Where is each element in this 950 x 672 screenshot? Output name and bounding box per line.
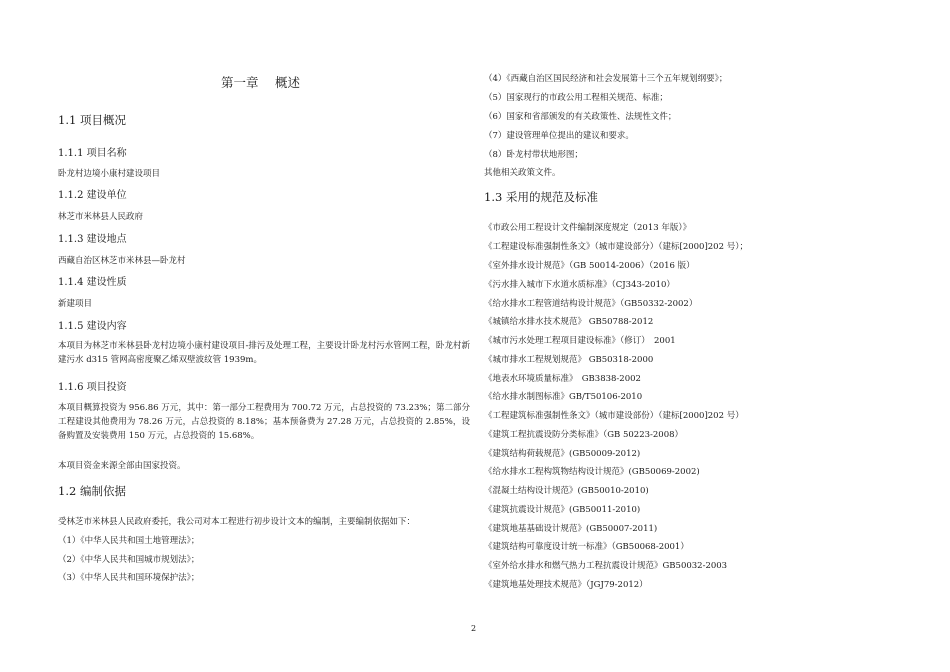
- project-name-text: 卧龙村边境小康村建设项目: [58, 169, 161, 179]
- standard-item: 《给水排水制图标准》GB/T50106-2010: [484, 392, 643, 402]
- standard-item: 《工程建筑标准强制性条文》（城市建设部份）（建标[2000]202 号）: [484, 411, 744, 421]
- subsection-heading-1-1-2: 1.1.2 建设单位: [58, 190, 127, 201]
- section-heading-1-1: 1.1 项目概况: [58, 113, 126, 127]
- basis-item: （2）《中华人民共和国城市规划法》；: [58, 555, 200, 565]
- standard-item: 《城市污水处理工程项目建设标准》（修订） 2001: [484, 336, 676, 346]
- subsection-heading-1-1-6: 1.1.6 项目投资: [58, 382, 127, 393]
- section-heading-1-2: 1.2 编制依据: [58, 484, 126, 498]
- standard-item: 《地表水环境质量标准》 GB3838-2002: [484, 374, 641, 384]
- basis-item: （5）国家现行的市政公用工程相关规范、标准；: [484, 93, 668, 103]
- nature-text: 新建项目: [58, 299, 93, 309]
- basis-item: （8）卧龙村带状地形图；: [484, 150, 583, 160]
- standard-item: 《给水排水工程构筑物结构设计规范》(GB50069-2002): [484, 467, 700, 477]
- standard-item: 《建筑工程抗震设防分类标准》（GB 50223-2008）: [484, 430, 684, 440]
- basis-item: （1）《中华人民共和国土地管理法》；: [58, 536, 200, 546]
- basis-item: （6）国家和省部颁发的有关政策性、法规性文件；: [484, 112, 677, 122]
- location-text: 西藏自治区林芝市米林县—卧龙村: [58, 256, 186, 266]
- standard-item: 《混凝土结构设计规范》(GB50010-2010): [484, 486, 649, 496]
- basis-item: （7）建设管理单位提出的建议和要求。: [484, 131, 634, 141]
- standard-item: 《污水排入城市下水道水质标准》（CJ343-2010）: [484, 280, 675, 290]
- investment-paragraph: 本项目概算投资为 956.86 万元，其中：第一部分工程费用为 700.72 万元，占总投资的 73.23%；第二部分工程建设其他费用为 78.26 万元，占总投资的 8.18%；基本预备费为 27.28 万元，占总投资的 2.85%，设备购置及安装费用 150 万元，占总投资的 15.68%。: [58, 403, 470, 441]
- subsection-heading-1-1-1: 1.1.1 项目名称: [58, 148, 127, 159]
- builder-text: 林芝市米林县人民政府: [58, 212, 144, 222]
- standard-item: 《建筑结构可靠度设计统一标准》（GB50068-2001）: [484, 542, 689, 552]
- standard-item: 《室外排水设计规范》（GB 50014-2006）（2016 版）: [484, 261, 695, 271]
- subsection-heading-1-1-4: 1.1.4 建设性质: [58, 277, 127, 288]
- subsection-heading-1-1-3: 1.1.3 建设地点: [58, 234, 127, 245]
- basis-other-text: 其他相关政策文件。: [484, 168, 561, 178]
- chapter-title: 第一章 概述: [221, 75, 300, 90]
- standard-item: 《建筑地基基础设计规范》(GB50007-2011): [484, 524, 658, 534]
- standard-item: 《建筑地基处理技术规范》（JGJ79-2012）: [484, 580, 648, 590]
- basis-item: （4）《西藏自治区国民经济和社会发展第十三个五年规划纲要》；: [484, 74, 728, 84]
- standard-item: 《建筑结构荷载规范》(GB50009-2012): [484, 449, 641, 459]
- standard-item: 《城镇给水排水技术规范》 GB50788-2012: [484, 317, 654, 327]
- page-number: 2: [471, 624, 477, 633]
- standard-item: 《城市排水工程规划规范》 GB50318-2000: [484, 355, 654, 365]
- standard-item: 《工程建设标准强制性条文》（城市建设部分）（建标[2000]202 号）；: [484, 242, 748, 252]
- subsection-heading-1-1-5: 1.1.5 建设内容: [58, 321, 127, 332]
- basis-item: （3）《中华人民共和国环境保护法》；: [58, 573, 200, 583]
- basis-intro-text: 受林芝市米林县人民政府委托，我公司对本工程进行初步设计文本的编制，主要编制依据如下：: [58, 517, 416, 527]
- standard-item: 《市政公用工程设计文件编制深度规定（2013 年版）》: [484, 223, 692, 233]
- standard-item: 《建筑抗震设计规范》(GB50011-2010): [484, 505, 641, 515]
- standard-item: 《给水排水工程管道结构设计规范》（GB50332-2002）: [484, 299, 698, 309]
- content-paragraph: 本项目为林芝市米林县卧龙村边境小康村建设项目-排污及处理工程，主要设计卧龙村污水管网工程，卧龙村新建污水 d315 管网高密度聚乙烯双壁波纹管 1939m。: [58, 341, 470, 365]
- standard-item: 《室外给水排水和燃气热力工程抗震设计规范》GB50032-2003: [484, 561, 728, 571]
- funding-text: 本项目资金来源全部由国家投资。: [58, 461, 186, 471]
- section-heading-1-3: 1.3 采用的规范及标准: [484, 190, 598, 204]
